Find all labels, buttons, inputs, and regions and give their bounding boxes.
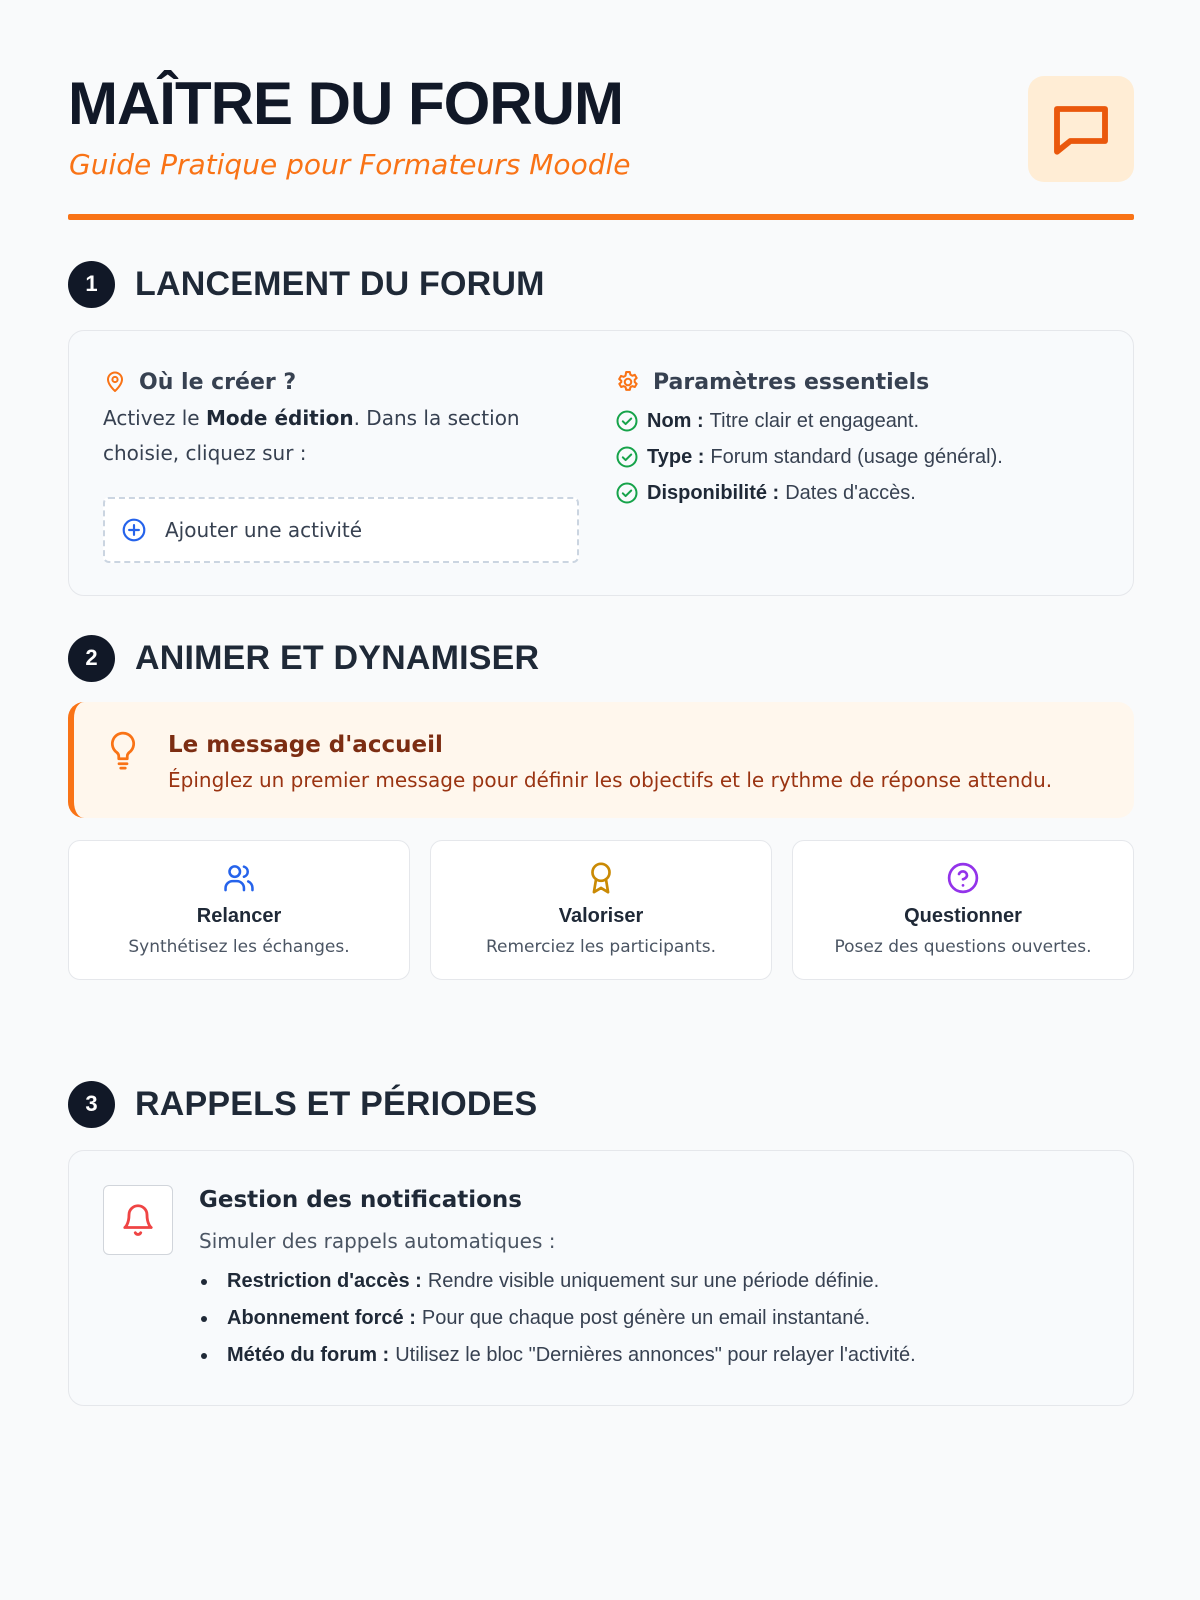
- mode-edition-label: Mode édition: [205, 406, 354, 430]
- check-circle-icon: [615, 445, 639, 469]
- tip-card-valoriser: [430, 840, 772, 980]
- page-subtitle: Guide Pratique pour Formateurs Moodle: [69, 148, 631, 181]
- callout-text: Épinglez un premier message pour définir les objectifs et le rythme de réponse attendu.: [168, 768, 1053, 792]
- param-label: Type :: [647, 445, 705, 468]
- item-label: Restriction d'accès :: [227, 1270, 422, 1292]
- tip-text: Synthétisez les échanges.: [128, 937, 350, 957]
- section-number: 2: [68, 635, 115, 682]
- add-activity-button[interactable]: [103, 497, 579, 563]
- lightbulb-icon: [108, 730, 138, 775]
- where-to-create: [103, 367, 589, 563]
- header: [68, 60, 1134, 222]
- list-item: [615, 439, 1115, 475]
- section-3-heading: [68, 1080, 537, 1128]
- section-number: 1: [68, 261, 115, 308]
- tip-card-relancer: [68, 840, 410, 980]
- param-value: Dates d'accès.: [785, 481, 916, 504]
- animation-tips: [68, 840, 1134, 980]
- callout-title: Le message d'accueil: [168, 732, 443, 758]
- section-2-heading: [68, 634, 539, 682]
- gear-icon: [615, 369, 641, 395]
- param-value: Forum standard (usage général).: [710, 445, 1003, 468]
- tip-card-questionner: [792, 840, 1134, 980]
- list-item: [199, 1300, 1099, 1337]
- add-activity-label: Ajouter une activité: [165, 518, 363, 542]
- where-text: Activez le Mode édition. Dans la section choisie, cliquez sur :: [103, 406, 520, 465]
- launch-card: [68, 330, 1134, 596]
- param-value: Titre clair et engageant.: [709, 409, 920, 432]
- bell-badge: [103, 1185, 173, 1255]
- tip-text: Posez des questions ouvertes.: [834, 937, 1092, 957]
- item-label: Abonnement forcé :: [227, 1307, 416, 1329]
- bullet: [201, 1316, 207, 1322]
- item-value: Rendre visible uniquement sur une période définie.: [427, 1270, 880, 1292]
- bullet: [201, 1279, 207, 1285]
- tip-title: Relancer: [196, 905, 282, 927]
- tip-title: Valoriser: [558, 905, 644, 927]
- section-1-heading: [68, 260, 545, 308]
- notifications-title: Gestion des notifications: [199, 1187, 522, 1213]
- where-heading: [103, 367, 589, 397]
- welcome-message-callout: [68, 702, 1134, 818]
- tip-text: Remerciez les participants.: [485, 937, 716, 957]
- item-value: Pour que chaque post génère un email instantané.: [421, 1307, 871, 1329]
- check-circle-icon: [615, 409, 639, 433]
- check-circle-icon: [615, 481, 639, 505]
- page-title: MAÎTRE DU FORUM: [68, 70, 623, 137]
- section-title: LANCEMENT DU FORUM: [135, 264, 545, 303]
- plus-circle-icon: [121, 517, 147, 543]
- list-item: [199, 1337, 1099, 1374]
- list-item: [615, 475, 1115, 511]
- params-heading-label: Paramètres essentiels: [653, 369, 930, 395]
- logo: [1028, 76, 1134, 182]
- essential-params: [615, 367, 1115, 511]
- award-icon: [584, 861, 618, 895]
- section-title: ANIMER ET DYNAMISER: [135, 638, 540, 677]
- params-list: [615, 403, 1115, 511]
- bullet: [201, 1353, 207, 1359]
- chat-bubble-icon: [1049, 97, 1113, 161]
- list-item: [199, 1263, 1099, 1300]
- header-divider: [68, 214, 1134, 220]
- tip-title: Questionner: [904, 905, 1022, 927]
- notifications-list: [199, 1263, 1099, 1374]
- notifications-card: [68, 1150, 1134, 1406]
- param-label: Nom :: [647, 409, 704, 432]
- where-heading-label: Où le créer ?: [139, 369, 297, 395]
- list-item: [615, 403, 1115, 439]
- map-pin-icon: [103, 370, 127, 394]
- users-icon: [222, 861, 256, 895]
- section-title: RAPPELS ET PÉRIODES: [135, 1084, 538, 1123]
- page: [68, 60, 1134, 1366]
- item-value: Utilisez le bloc "Dernières annonces" pour relayer l'activité.: [395, 1344, 916, 1366]
- params-heading: [615, 367, 1115, 397]
- notifications-subtitle: Simuler des rappels automatiques :: [199, 1229, 556, 1253]
- section-number: 3: [68, 1081, 115, 1128]
- item-label: Météo du forum :: [227, 1344, 390, 1366]
- param-label: Disponibilité :: [647, 481, 780, 504]
- question-circle-icon: [946, 861, 980, 895]
- bell-icon: [120, 1202, 156, 1238]
